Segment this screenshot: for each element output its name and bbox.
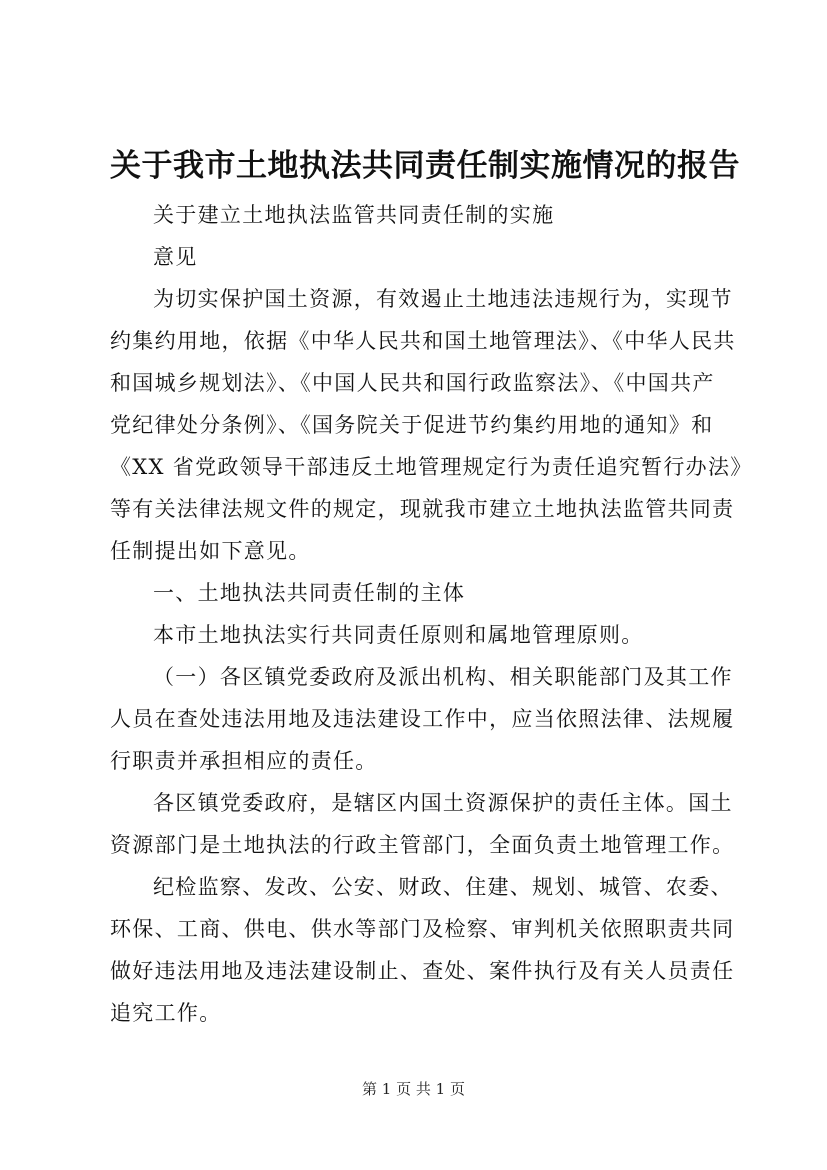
- paragraph-line: 资源部门是土地执法的行政主管部门，全面负责土地管理工作。: [110, 833, 735, 857]
- paragraph-line: 行职责并承担相应的责任。: [110, 749, 378, 773]
- paragraph-line: 等有关法律法规文件的规定，现就我市建立土地执法监管共同责: [110, 497, 735, 521]
- paragraph-line: 本市土地执法实行共同责任原则和属地管理原则。: [153, 623, 644, 647]
- paragraph-line: 纪检监察、发改、公安、财政、住建、规划、城管、农委、: [153, 875, 733, 899]
- paragraph-line: 做好违法用地及违法建设制止、查处、案件执行及有关人员责任: [110, 959, 735, 983]
- paragraph-line: 为切实保护国土资源，有效遏止土地违法违规行为，实现节: [153, 287, 733, 311]
- paragraph-line: 各区镇党委政府，是辖区内国土资源保护的责任主体。国土: [153, 791, 733, 815]
- section-heading: 一、土地执法共同责任制的主体: [153, 581, 466, 605]
- paragraph-line: 约集约用地，依据《中华人民共和国土地管理法》、《中华人民共: [110, 329, 736, 353]
- document-title: 关于我市土地执法共同责任制实施情况的报告: [110, 148, 740, 184]
- subtitle-line-1: 关于建立土地执法监管共同责任制的实施: [153, 203, 555, 227]
- paragraph-line: （一）各区镇党委政府及派出机构、相关职能部门及其工作: [153, 665, 733, 689]
- subtitle-line-2: 意见: [153, 245, 198, 269]
- paragraph-line: 人员在查处违法用地及违法建设工作中，应当依照法律、法规履: [110, 707, 735, 731]
- paragraph-line: 追究工作。: [110, 1001, 222, 1025]
- paragraph-line: 和国城乡规划法》、《中国人民共和国行政监察法》、《中国共产: [110, 371, 715, 395]
- paragraph-line: 任制提出如下意见。: [110, 539, 311, 563]
- paragraph-line: 《XX 省党政领导干部违反土地管理规定行为责任追究暂行办法》: [110, 455, 753, 479]
- page-number-footer: 第 1 页 共 1 页: [362, 1080, 465, 1098]
- paragraph-line: 环保、工商、供电、供水等部门及检察、审判机关依照职责共同: [110, 917, 735, 941]
- paragraph-line: 党纪律处分条例》、《国务院关于促进节约集约用地的通知》和: [110, 413, 714, 437]
